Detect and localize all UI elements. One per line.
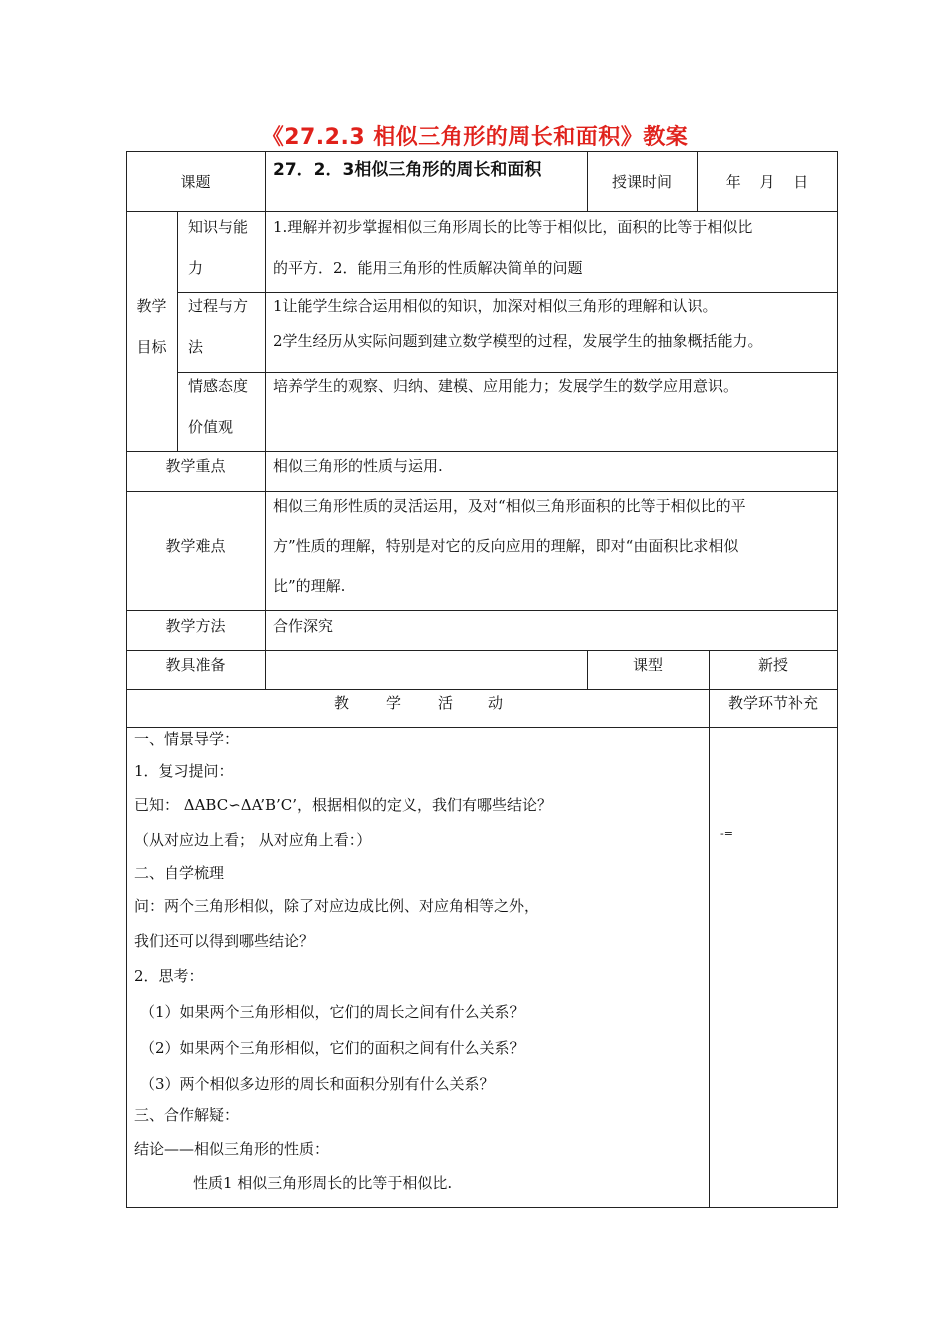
type-label: 课型: [632, 656, 663, 674]
key-points-text: 相似三角形的性质与运用.: [273, 457, 443, 475]
difficulties-label: 教学难点: [165, 537, 226, 555]
difficulties-line2: 方”性质的理解，特别是对它的反向应用的理解，即对“由面积比求相似: [273, 537, 739, 555]
activity-line: 我们还可以得到哪些结论？: [134, 932, 315, 950]
knowledge-label-1: 知识与能: [188, 218, 249, 236]
activity-header-1: 教: [334, 694, 350, 712]
goals-label-line2: 目标: [136, 338, 167, 356]
method-text: 合作深究: [273, 617, 334, 635]
knowledge-text-2: 的平方．2．能用三角形的性质解决简单的问题: [273, 259, 583, 277]
supplement-mark: -=: [720, 827, 733, 840]
activity-line: 已知： ΔABC∽ΔA’B’C’，根据相似的定义，我们有哪些结论？: [134, 796, 553, 814]
type-value: 新授: [757, 656, 788, 674]
activity-line: 问：两个三角形相似，除了对应边成比例、对应角相等之外，: [134, 897, 540, 915]
activity-header-2: 学: [386, 694, 402, 712]
activity-header-3: 活: [438, 694, 454, 712]
emotion-label-2: 价值观: [188, 418, 234, 436]
activity-header-4: 动: [488, 694, 504, 712]
supplement-header: 教学环节补充: [727, 694, 818, 712]
activity-line: 2．思考：: [134, 967, 204, 985]
activity-line: 一、情景导学：: [134, 730, 240, 748]
activity-line: （从对应边上看； 从对应角上看：）: [134, 831, 372, 849]
activity-line: 二、自学梳理: [134, 864, 225, 882]
knowledge-label-2: 力: [188, 259, 204, 277]
process-text-1: 1让能学生综合运用相似的知识，加深对相似三角形的理解和认识。: [273, 297, 718, 315]
activity-line: （2）如果两个三角形相似，它们的面积之间有什么关系？: [140, 1039, 525, 1057]
process-label-1: 过程与方: [188, 297, 249, 315]
process-label-2: 法: [188, 338, 204, 356]
goals-label-line1: 教学: [136, 297, 167, 315]
method-label: 教学方法: [165, 617, 226, 635]
process-text-2: 2学生经历从实际问题到建立数学模型的过程，发展学生的抽象概括能力。: [273, 332, 763, 350]
activity-line: （3）两个相似多边形的周长和面积分别有什么关系？: [140, 1075, 495, 1093]
activity-line: 结论——相似三角形的性质：: [134, 1140, 330, 1158]
difficulties-line1: 相似三角形性质的灵活运用，及对“相似三角形面积的比等于相似比的平: [273, 497, 746, 515]
emotion-label-1: 情感态度: [188, 377, 249, 395]
tools-label: 教具准备: [165, 656, 226, 674]
topic-label: 课题: [180, 173, 211, 191]
date-placeholder: 年 月 日: [725, 173, 809, 191]
difficulties-line3: 比”的理解.: [273, 577, 346, 595]
key-points-label: 教学重点: [165, 457, 226, 475]
time-label: 授课时间: [611, 173, 672, 191]
activity-line: 1．复习提问：: [134, 762, 234, 780]
document-title: 《27.2.3 相似三角形的周长和面积》教案: [261, 125, 689, 150]
activity-line: （1）如果两个三角形相似，它们的周长之间有什么关系？: [140, 1003, 525, 1021]
knowledge-text-1: 1.理解并初步掌握相似三角形周长的比等于相似比，面积的比等于相似比: [273, 218, 753, 236]
activity-line: 性质1 相似三角形周长的比等于相似比.: [193, 1174, 453, 1192]
emotion-text: 培养学生的观察、归纳、建模、应用能力；发展学生的数学应用意识。: [273, 377, 739, 395]
activity-line: 三、合作解疑：: [134, 1106, 240, 1124]
topic-value: 27．2．3相似三角形的周长和面积: [273, 160, 542, 180]
